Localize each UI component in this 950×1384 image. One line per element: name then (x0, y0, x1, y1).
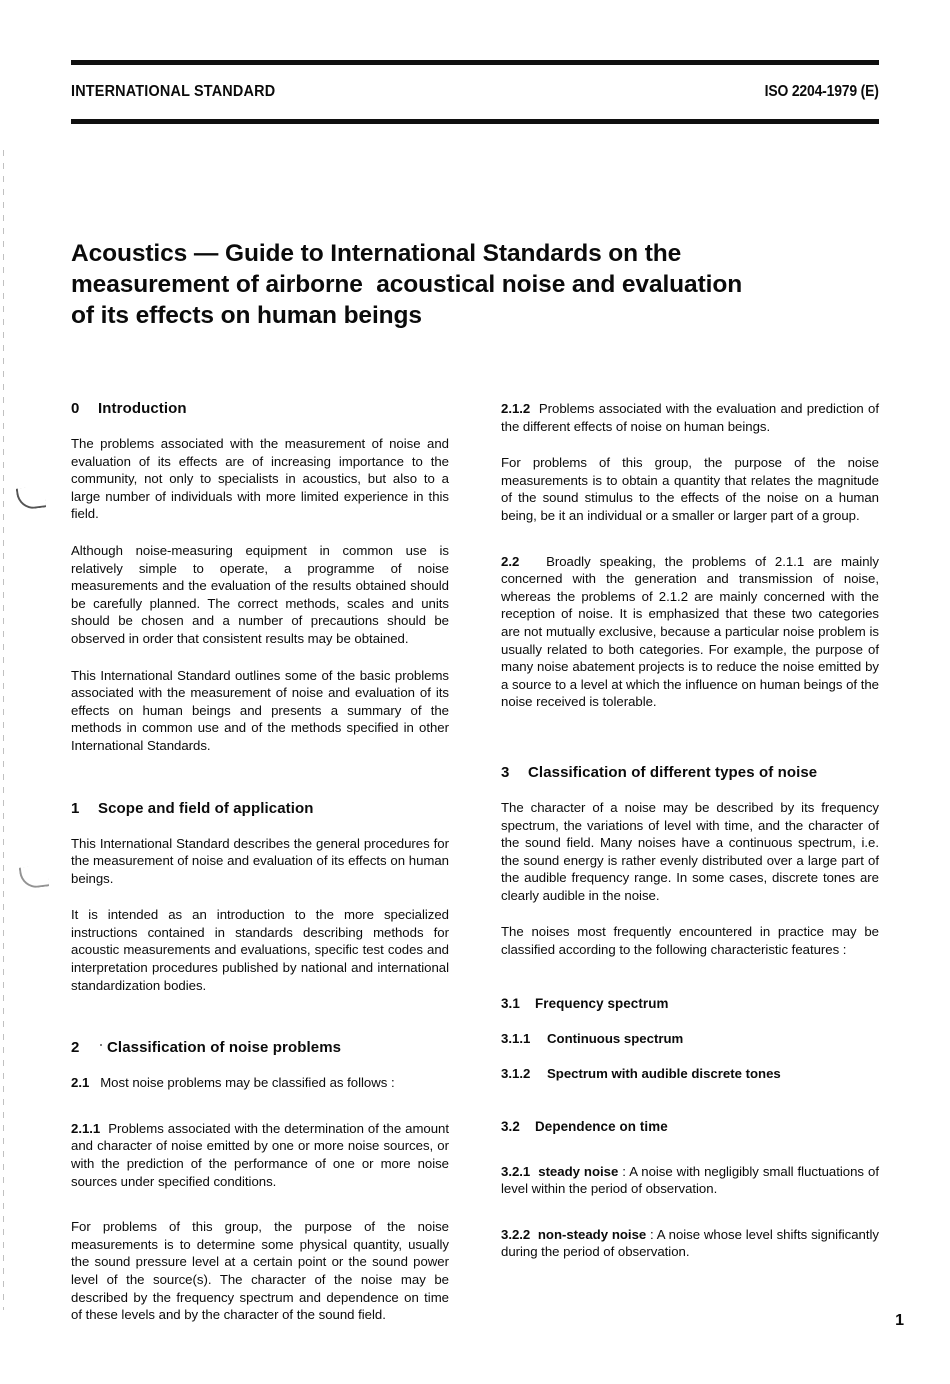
page-number: 1 (895, 1312, 904, 1329)
defined-term: steady noise (538, 1163, 619, 1179)
heading-0-introduction (71, 400, 449, 417)
header-standard-label: INTERNATIONAL STANDARD (71, 83, 276, 100)
title-line-2: measurement of airborne acoustical noise and evaluation (71, 271, 743, 299)
scan-speck (100, 1044, 102, 1046)
header-rule-top (71, 60, 879, 65)
clause-number: 2.1 (71, 1075, 90, 1091)
clause-text: Problems associated with the determination of the amount and character of noise emitted by one or more noise sources, or with the prediction of the performance of one or more noise sources under specified conditions. (71, 1120, 449, 1189)
paragraph-intro-3: This International Standard outlines some of the basic problems associated with the measurement of noise and evaluation of its effects on human beings and presents a summary of the methods in common use and of the methods specified in other International Standards. (71, 667, 449, 753)
section-spacer (501, 1101, 879, 1119)
heading-number: 3.1.1 (501, 1030, 531, 1046)
heading-1-scope (71, 800, 449, 817)
heading-text: Frequency spectrum (535, 995, 669, 1011)
clause-number: 2.1.1 (71, 1120, 101, 1136)
title-line-1: Acoustics — Guide to International Standards on the (71, 240, 682, 268)
column-left (71, 400, 449, 1343)
header-rule-bottom (71, 119, 879, 124)
clause-text: Problems associated with the evaluation and prediction of the different effects of noise on human beings. (501, 401, 879, 434)
page-title (71, 238, 901, 331)
paragraph-spacer (71, 1209, 449, 1218)
clause-text: Most noise problems may be classified as follows : (100, 1075, 395, 1091)
heading-text: Spectrum with audible discrete tones (547, 1065, 781, 1081)
paragraph-spacer (71, 1111, 449, 1120)
heading-number: 3 (501, 763, 510, 781)
heading-3-1-2-discrete-tones (501, 1066, 879, 1081)
heading-number: 2 (71, 1039, 80, 1057)
paragraph-2-1-1 (71, 1120, 449, 1190)
heading-text: Scope and field of application (98, 799, 314, 817)
scan-margin-mark (16, 485, 46, 510)
heading-text: Classification of different types of noise (528, 763, 818, 781)
clause-text: Broadly speaking, the problems of 2.1.1 are mainly concerned with the generation and transmission of noise, whereas the problems of 2.1.2 are mainly concerned with the reception of noise. It is emphasized that these two categories are not mutually exclusive, because a particular noise problem is usually related to both categories. For example, the purpose of many noise abatement projects is to reduce the noise emitted by a source to a level at which the influence on human beings of the noise received is tolerable. (501, 553, 879, 710)
clause-number: 3.2.2 (501, 1226, 531, 1242)
heading-number: 3.1 (501, 995, 520, 1011)
heading-number: 0 (71, 400, 80, 417)
paragraph-scope-1: This International Standard describes the general procedures for the measurement of noise and evaluation of its effects on human beings. (71, 835, 449, 886)
paragraph-2-1-2 (501, 400, 879, 435)
column-right (501, 400, 879, 1280)
heading-text: Introduction (98, 400, 187, 417)
definition-3-2-1-steady-noise (501, 1163, 879, 1198)
defined-term: non-steady noise (537, 1226, 647, 1242)
section-spacer (501, 1154, 879, 1163)
paragraph-spacer (501, 1217, 879, 1226)
section-spacer (71, 1013, 449, 1039)
heading-text: Classification of noise problems (107, 1039, 342, 1057)
heading-number: 1 (71, 799, 80, 817)
paragraph-scope-2: It is intended as an introduction to the more specialized instructions contained in standards describing methods for acoustic measurements and evaluations, specific test codes and interpretation procedures published by national and international standardization bodies. (71, 907, 449, 993)
paragraph-3-2: The noises most frequently encountered in practice may be classified according to the following characteristic features : (501, 924, 879, 958)
section-spacer (501, 978, 879, 996)
scan-edge-artifact (3, 150, 4, 1310)
heading-3-classification-noise-types (501, 764, 879, 781)
paragraph-2-1-1-continued: For problems of this group, the purpose of the noise measurements is to determine some physical quantity, usually the sound pressure level at a certain point or the sound power level of the source(s). The character of the noise may be described by the frequency spectrum and dependence on time of these levels and by the character of the sound field. (71, 1219, 449, 1323)
section-spacer (71, 774, 449, 800)
header-standard-number: ISO 2204-1979 (E) (764, 83, 879, 100)
body-columns (71, 400, 879, 1323)
paragraph-2-1-2-continued: For problems of this group, the purpose of the noise measurements is to obtain a quantity that relates the magnitude of the sound stimulus to the effects of the noise on a human being, be it an individual or a smaller or larger part of a group. (501, 455, 879, 523)
definition-text: : A noise whose level shifts significantly during the period of observation. (501, 1226, 879, 1260)
clause-number: 2.2 (501, 553, 520, 569)
heading-number: 3.1.2 (501, 1065, 531, 1081)
paragraph-2-2 (501, 553, 879, 711)
scan-margin-mark (19, 864, 49, 889)
paragraph-3-1: The character of a noise may be described by its frequency spectrum, the variations of level with time, and the character of the sound field. Many noises have a continuous spectrum, i.e. the sound energy is rather evenly distributed over a large part of the audible frequency range. In some cases, discrete tones are clearly audible in the noise. (501, 799, 879, 903)
clause-number: 2.1.2 (501, 401, 531, 416)
paragraph-intro-2: Although noise-measuring equipment in common use is relatively simple to operate, a programme of noise measurements and the evaluation of the results obtained should be carefully planned. The correct methods, scales and units should be chosen and a number of precautions should be observed in order that consistent results may be obtained. (71, 542, 449, 646)
paragraph-intro-1: The problems associated with the measurement of noise and evaluation of its effects are of increasing importance to the community, not only to specialists in acoustics, but also to a large number of individuals with more limited experience in this field. (71, 436, 449, 522)
heading-3-1-1-continuous-spectrum (501, 1031, 879, 1046)
paragraph-2-1 (71, 1074, 449, 1092)
title-line-3: of its effects on human beings (71, 302, 422, 330)
paragraph-spacer (501, 544, 879, 553)
page-header (71, 83, 879, 101)
heading-2-classification-problems (71, 1039, 449, 1056)
heading-3-1-frequency-spectrum (501, 996, 879, 1011)
definition-text: : A noise with negligibly small fluctuations of level within the period of observation. (501, 1163, 879, 1197)
section-spacer (501, 730, 879, 764)
definition-3-2-2-non-steady-noise (501, 1226, 879, 1261)
heading-text: Continuous spectrum (547, 1030, 684, 1046)
heading-3-2-dependence-on-time (501, 1119, 879, 1134)
heading-number: 3.2 (501, 1118, 520, 1134)
clause-number: 3.2.1 (501, 1163, 531, 1179)
heading-text: Dependence on time (535, 1118, 668, 1134)
